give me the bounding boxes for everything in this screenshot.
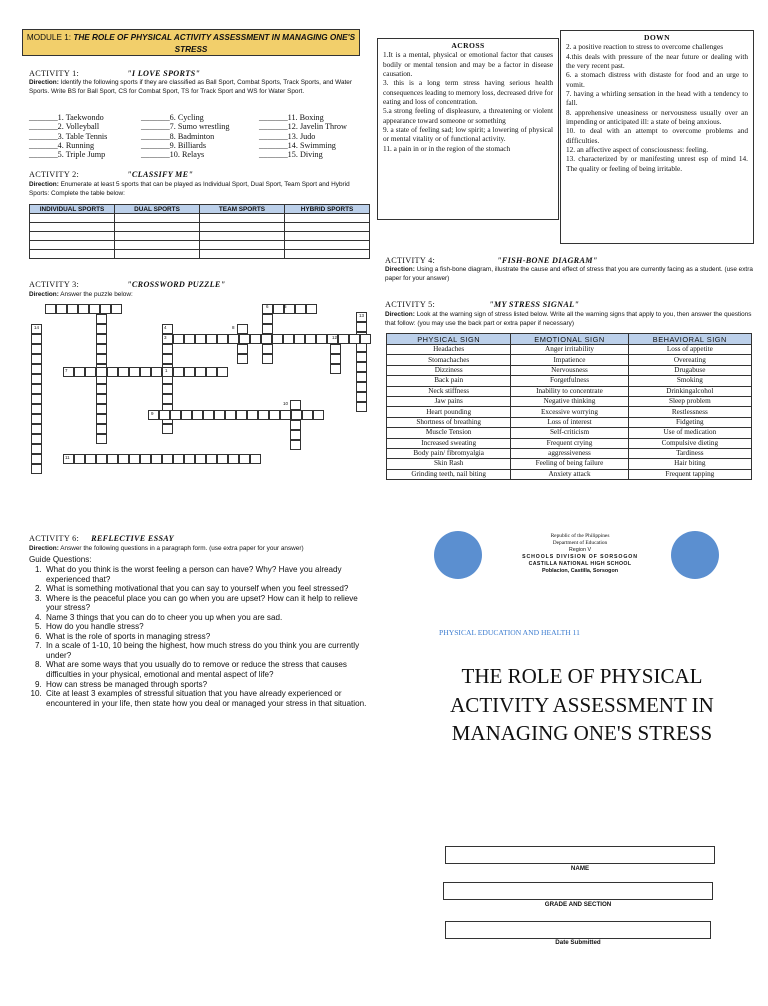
- list-item: 5. How do you handle stress?: [44, 622, 368, 632]
- table-cell: Hair biting: [628, 459, 751, 469]
- clue-number: 13: [359, 313, 365, 318]
- crossword-cell[interactable]: [262, 314, 273, 324]
- clue-number: 6: [266, 304, 269, 309]
- sport-item: _______13. Judo: [259, 131, 316, 141]
- activity3-label: ACTIVITY 3:: [29, 280, 80, 289]
- clue-number: 10: [283, 401, 289, 406]
- table-cell: Loss of appetite: [628, 345, 751, 355]
- sport-item: _______8. Badminton: [141, 131, 215, 141]
- crossword-cell[interactable]: [96, 344, 107, 354]
- activity6-label: ACTIVITY 6:: [29, 534, 80, 543]
- table-row: [387, 417, 752, 427]
- clue: 13. characterized by or manifesting unrest esp of mind 14. The quality or feeling of being irritable.: [566, 154, 748, 173]
- table-cell: Forgetfulness: [511, 376, 628, 386]
- activity3-name: "CROSSWORD PUZZLE": [127, 280, 226, 289]
- crossword-cell[interactable]: [291, 410, 302, 420]
- table-cell: Impatience: [511, 355, 628, 365]
- clue-number: 11: [65, 455, 70, 460]
- clue: 3. this is a long term stress having serious health consequences leading to memory loss, decreased drive for eating and loss of concentration.: [383, 78, 553, 107]
- table-row: [387, 396, 752, 406]
- crossword-cell[interactable]: [162, 344, 173, 354]
- crossword-cell[interactable]: [228, 454, 239, 464]
- crossword-cell[interactable]: [195, 367, 206, 377]
- deped-logo-right: [671, 531, 719, 579]
- crossword-cell[interactable]: [162, 394, 173, 404]
- crossword-cell[interactable]: [272, 334, 283, 344]
- table-cell: Excessive worrying: [511, 407, 628, 417]
- department-text: Department of Education: [552, 540, 608, 546]
- crossword-cell[interactable]: [45, 304, 56, 314]
- sport-item: _______11. Boxing: [259, 113, 324, 122]
- table-cell: Neck stiffness: [387, 386, 511, 396]
- list-item: 4. Name 3 things that you can do to cheer you up when you are sad.: [44, 613, 368, 623]
- crossword-cell[interactable]: [237, 324, 248, 334]
- crossword-cell[interactable]: [129, 454, 140, 464]
- table-row: [387, 345, 752, 355]
- activity1-label: ACTIVITY 1:: [29, 69, 80, 78]
- crossword-cell[interactable]: [96, 424, 107, 434]
- clue-number: 4: [164, 325, 167, 330]
- sport-item: _______14. Swimming: [259, 140, 336, 150]
- across-title: ACROSS: [451, 41, 485, 50]
- crossword-cell[interactable]: [162, 424, 173, 434]
- activity5-name: "MY STRESS SIGNAL": [489, 300, 580, 309]
- crossword-cell[interactable]: [173, 334, 184, 344]
- crossword-cell[interactable]: [184, 454, 195, 464]
- school-logo-left: [434, 531, 482, 579]
- crossword-cell[interactable]: [96, 367, 107, 377]
- crossword-cell[interactable]: [173, 367, 184, 377]
- crossword-cell[interactable]: [247, 410, 258, 420]
- crossword-cell[interactable]: [181, 410, 192, 420]
- list-item: 8. What are some ways that you usually do to remove or reduce the stress that causes difficulties in your physical, emotional and mental aspect of life?: [44, 660, 368, 679]
- list-item: 6. What is the role of sports in managing stress?: [44, 632, 368, 642]
- activity4-name: "FISH-BONE DIAGRAM": [497, 256, 598, 265]
- crossword-cell[interactable]: [118, 367, 129, 377]
- crossword-cell[interactable]: [96, 334, 107, 344]
- table-cell: Frequent tapping: [628, 469, 751, 479]
- clue: 5.a strong feeling of displeasure, a threatening or violent appearance toward someone or something: [383, 106, 553, 125]
- table-header: TEAM SPORTS: [200, 205, 285, 214]
- activity6-name: REFLECTIVE ESSAY: [91, 534, 174, 543]
- table-row: [387, 386, 752, 396]
- crossword-cell[interactable]: [330, 364, 341, 374]
- crossword-cell[interactable]: [31, 374, 42, 384]
- crossword-cell[interactable]: [316, 334, 327, 344]
- clue-number: 7: [65, 368, 68, 373]
- activity4-direction: [385, 266, 753, 283]
- table-cell: Increased sweating: [387, 438, 511, 448]
- school-name: CASTILLA NATIONAL HIGH SCHOOL: [528, 561, 632, 567]
- crossword-cell[interactable]: [96, 314, 107, 324]
- direction-text: Identify the following sports if they are classified as Ball Sport, Combat Sports, Track Sports, and Water Sports. Write BS for Ball Sport, CS for Combat Sport, TS for Track Sport and WS for Water Sport.: [29, 79, 352, 95]
- crossword-cell[interactable]: [184, 334, 195, 344]
- school-header: [490, 533, 670, 575]
- table-cell: Muscle Tension: [387, 428, 511, 438]
- division-text: SCHOOLS DIVISION OF SORSOGON: [522, 554, 638, 560]
- crossword-cell[interactable]: [290, 420, 301, 430]
- module-prefix: MODULE 1:: [26, 33, 74, 42]
- region-text: Region V: [568, 547, 592, 553]
- crossword-cell[interactable]: [239, 454, 250, 464]
- clue: 6. a stomach distress with distaste for food and an urge to vomit.: [566, 70, 748, 89]
- crossword-cell[interactable]: [96, 384, 107, 394]
- crossword-cell[interactable]: [262, 324, 273, 334]
- direction-label: Direction:: [29, 79, 59, 86]
- list-item: 10. Cite at least 3 examples of stressful situation that you have already experienced or encountered in your life, then state how you deal or managed your stress in that situation.: [44, 689, 368, 708]
- crossword-cell[interactable]: [302, 410, 313, 420]
- list-item: 9. How can stress be managed through sports?: [44, 680, 368, 690]
- crossword-cell[interactable]: [206, 334, 217, 344]
- crossword-cell[interactable]: [151, 367, 162, 377]
- crossword-cell[interactable]: [269, 410, 280, 420]
- crossword-cell[interactable]: [162, 354, 173, 364]
- crossword-cell[interactable]: [96, 324, 107, 334]
- clue: 12. an affective aspect of consciousness: feeling.: [566, 145, 709, 155]
- crossword-cell[interactable]: [159, 410, 170, 420]
- clue: 2. a positive reaction to stress to overcome challenges: [566, 42, 724, 52]
- crossword-cell[interactable]: [118, 454, 129, 464]
- crossword-cell[interactable]: [140, 454, 151, 464]
- crossword-cell[interactable]: [31, 384, 42, 394]
- crossword-cell[interactable]: [290, 430, 301, 440]
- crossword-cell[interactable]: [206, 367, 217, 377]
- guide-questions-label: Guide Questions:: [29, 555, 92, 564]
- table-cell: Shortness of breathing: [387, 417, 511, 427]
- crossword-cell[interactable]: [206, 454, 217, 464]
- direction-text: Using a fish-bone diagram, illustrate the cause and effect of stress that you are currently facing as a student. (use extra paper for your answer): [385, 266, 753, 282]
- crossword-cell[interactable]: [170, 410, 181, 420]
- crossword-cell[interactable]: [89, 304, 100, 314]
- subject-label: PHYSICAL EDUCATION AND HEALTH 11: [439, 628, 580, 637]
- clue-number: 5: [284, 304, 287, 309]
- crossword-cell[interactable]: [273, 304, 284, 314]
- direction-text: Look at the warning sign of stress listed below. Write all the warning signs that apply to you, then answer the questions that follow: (you may use the back part or extra paper if necessary): [385, 311, 752, 327]
- down-clues: [560, 30, 754, 244]
- activity2-name: "CLASSIFY ME": [127, 170, 194, 179]
- clue: 1.It is a mental, physical or emotional factor that causes bodily or mental tension and may be a factor in disease causation.: [383, 50, 553, 79]
- crossword-cell[interactable]: [217, 367, 228, 377]
- clue-number: 14: [34, 325, 40, 330]
- down-title: DOWN: [643, 33, 671, 42]
- table-cell: Nervousness: [511, 365, 628, 375]
- table-cell: Restlessness: [628, 407, 751, 417]
- table-header: BEHAVIORAL SIGN: [628, 334, 751, 345]
- crossword-cell[interactable]: [217, 454, 228, 464]
- table-row: [387, 365, 752, 375]
- table-cell: Loss of interest: [511, 417, 628, 427]
- sport-item: _______10. Relays: [141, 150, 205, 160]
- table-cell: Back pain: [387, 376, 511, 386]
- crossword-cell[interactable]: [31, 394, 42, 404]
- table-cell: Fidgeting: [628, 417, 751, 427]
- table-row: [387, 376, 752, 386]
- table-row: [387, 428, 752, 438]
- crossword-cell[interactable]: [96, 414, 107, 424]
- table-cell: Sleep problem: [628, 396, 751, 406]
- crossword-cell[interactable]: [356, 352, 367, 362]
- crossword-cell[interactable]: [56, 304, 67, 314]
- table-cell: Use of medication: [628, 428, 751, 438]
- crossword-cell[interactable]: [31, 424, 42, 434]
- table-header: HYBRID SPORTS: [285, 205, 370, 214]
- table-cell: Body pain/ fibromyalgia: [387, 448, 511, 458]
- crossword-cell[interactable]: [107, 367, 118, 377]
- date-submitted-label: Date Submitted: [555, 939, 601, 946]
- crossword-cell[interactable]: [31, 344, 42, 354]
- crossword-cell[interactable]: [360, 334, 371, 344]
- activity1-name: "I LOVE SPORTS": [127, 69, 201, 78]
- crossword-cell[interactable]: [262, 354, 273, 364]
- clue: 10. to deal with an attempt to overcome problems and difficulties.: [566, 126, 748, 145]
- list-item: 2. What is something motivational that you can say to yourself when you feel stressed?: [44, 584, 368, 594]
- clue: 9. a state of feeling sad; low spirit; a lowering of physical or mental vitality or of functional activity.: [383, 125, 553, 144]
- activity4-label: ACTIVITY 4:: [385, 256, 436, 265]
- direction-label: Direction:: [29, 545, 59, 552]
- crossword-cell[interactable]: [31, 354, 42, 364]
- across-clues: [377, 38, 559, 220]
- crossword-cell[interactable]: [290, 400, 301, 410]
- crossword-cell[interactable]: [203, 410, 214, 420]
- crossword-cell[interactable]: [330, 344, 341, 354]
- crossword-cell[interactable]: [96, 404, 107, 414]
- crossword-cell[interactable]: [258, 410, 269, 420]
- direction-label: Direction:: [385, 311, 415, 318]
- crossword-cell[interactable]: [31, 364, 42, 374]
- crossword-cell[interactable]: [31, 334, 42, 344]
- table-cell: Tardiness: [628, 448, 751, 458]
- crossword-cell[interactable]: [162, 384, 173, 394]
- crossword-cell[interactable]: [338, 334, 349, 344]
- activity6-direction: [29, 545, 374, 554]
- table-header: DUAL SPORTS: [115, 205, 200, 214]
- sport-item: _______4. Running: [29, 140, 95, 150]
- activity2-label: ACTIVITY 2:: [29, 170, 80, 179]
- cover-title: THE ROLE OF PHYSICAL ACTIVITY ASSESSMENT IN MANAGING ONE'S STRESS: [450, 664, 714, 745]
- table-cell: Frequent crying: [511, 438, 628, 448]
- table-cell: Overeating: [628, 355, 751, 365]
- activity5-label: ACTIVITY 5:: [385, 300, 436, 309]
- activity6-heading: [29, 534, 174, 543]
- direction-text: Answer the following questions in a paragraph form. (use extra paper for your answer): [58, 545, 304, 552]
- table-row: [387, 469, 752, 479]
- crossword-cell[interactable]: [228, 334, 239, 344]
- crossword-cell[interactable]: [237, 344, 248, 354]
- table-cell: Compulsive dieting: [628, 438, 751, 448]
- table-row: [387, 459, 752, 469]
- crossword-cell[interactable]: [100, 304, 111, 314]
- sport-item: _______7. Sumo wrestling: [141, 122, 230, 132]
- crossword-cell[interactable]: [31, 414, 42, 424]
- table-header: PHYSICAL SIGN: [387, 334, 511, 345]
- stress-signal-table: [386, 333, 752, 480]
- table-cell: Headaches: [387, 345, 511, 355]
- crossword-cell[interactable]: [356, 382, 367, 392]
- crossword-cell[interactable]: [283, 334, 294, 344]
- table-row: [387, 448, 752, 458]
- direction-text: Answer the puzzle below:: [58, 291, 133, 298]
- table-cell: Feeling of being failure: [511, 459, 628, 469]
- clue: 7. having a whirling sensation in the head with a tendency to fall.: [566, 89, 748, 108]
- clue: 8. apprehensive uneasiness or nervousness usually over an impending or anticipated ill: a state of being anxious.: [566, 107, 748, 127]
- sport-item: _______3. Table Tennis: [29, 131, 108, 141]
- table-cell: Drinkingalcohol: [628, 386, 751, 396]
- direction-label: Direction:: [29, 181, 59, 188]
- crossword-cell[interactable]: [239, 334, 250, 344]
- table-cell: Dizziness: [387, 365, 511, 375]
- crossword-cell[interactable]: [85, 367, 96, 377]
- crossword-cell[interactable]: [305, 334, 316, 344]
- module-title-text: THE ROLE OF PHYSICAL ACTIVITY ASSESSMENT IN MANAGING ONE'S STRESS: [73, 33, 356, 54]
- crossword-cell[interactable]: [236, 410, 247, 420]
- crossword-cell[interactable]: [31, 434, 42, 444]
- table-row: [387, 355, 752, 365]
- table-cell: Anxiety attack: [511, 469, 628, 479]
- crossword-cell[interactable]: [31, 454, 42, 464]
- clue-number: 1: [165, 368, 168, 373]
- grade-section-field[interactable]: [443, 882, 713, 900]
- crossword-cell[interactable]: [107, 454, 118, 464]
- crossword-cell[interactable]: [31, 444, 42, 454]
- table-cell: Inability to concentrate: [511, 386, 628, 396]
- clue-number: 8: [232, 325, 235, 330]
- crossword-cell[interactable]: [31, 404, 42, 414]
- crossword-cell[interactable]: [162, 454, 173, 464]
- clue-number: 3: [164, 335, 167, 340]
- crossword-cell[interactable]: [237, 354, 248, 364]
- crossword-cell[interactable]: [74, 367, 85, 377]
- crossword-cell[interactable]: [214, 410, 225, 420]
- crossword-cell[interactable]: [356, 322, 367, 332]
- direction-text: Enumerate at least 5 sports that can be played as Individual Sport, Dual Sport, Team Sport and Hybrid Sports: Complete the table below:: [29, 181, 350, 197]
- crossword-cell[interactable]: [151, 454, 162, 464]
- activity5-heading: [385, 300, 579, 309]
- crossword-cell[interactable]: [195, 334, 206, 344]
- crossword-cell[interactable]: [356, 372, 367, 382]
- table-cell: Heart pounding: [387, 407, 511, 417]
- crossword-cell[interactable]: [306, 304, 317, 314]
- crossword-cell[interactable]: [96, 354, 107, 364]
- clue: 4.this deals with pressure of the near future or dealing with the very recent past.: [566, 51, 748, 71]
- table-cell: Stomachaches: [387, 355, 511, 365]
- direction-label: Direction:: [385, 266, 415, 273]
- crossword-cell[interactable]: [192, 410, 203, 420]
- crossword-cell[interactable]: [356, 392, 367, 402]
- table-cell: Skin Rash: [387, 459, 511, 469]
- crossword-cell[interactable]: [295, 304, 306, 314]
- table-cell: Negative thinking: [511, 396, 628, 406]
- crossword-cell[interactable]: [96, 434, 107, 444]
- date-submitted-field[interactable]: [445, 921, 711, 939]
- direction-label: Direction:: [29, 291, 59, 298]
- table-cell: Anger irritability: [511, 345, 628, 355]
- crossword-cell[interactable]: [96, 454, 107, 464]
- crossword-cell[interactable]: [250, 334, 261, 344]
- table-row: [387, 438, 752, 448]
- crossword-cell[interactable]: [184, 367, 195, 377]
- crossword-cell[interactable]: [31, 464, 42, 474]
- crossword-cell[interactable]: [330, 354, 341, 364]
- table-header: EMOTIONAL SIGN: [511, 334, 628, 345]
- sport-item: _______5. Triple Jump: [29, 150, 106, 160]
- crossword-cell[interactable]: [67, 304, 78, 314]
- crossword-cell[interactable]: [96, 394, 107, 404]
- clue: 11. a pain in or in the region of the stomach: [383, 143, 511, 153]
- crossword-cell[interactable]: [356, 362, 367, 372]
- school-address: Poblacion, Castilla, Sorsogon: [541, 568, 619, 574]
- crossword-cell[interactable]: [173, 454, 184, 464]
- republic-text: Republic of the Philippines: [550, 533, 610, 539]
- crossword-cell[interactable]: [356, 402, 367, 412]
- crossword-cell[interactable]: [140, 367, 151, 377]
- crossword-cell[interactable]: [262, 344, 273, 354]
- crossword-cell[interactable]: [349, 334, 360, 344]
- table-row: [387, 407, 752, 417]
- table-cell: Grinding teeth, nail biting: [387, 469, 511, 479]
- name-label: NAME: [570, 865, 590, 872]
- sport-item: _______9. Billiards: [141, 140, 207, 150]
- table-cell: Self-criticism: [511, 428, 628, 438]
- table-cell: Jaw pains: [387, 396, 511, 406]
- sport-item: _______12. Javelin Throw: [259, 122, 347, 132]
- table-header: INDIVIDUAL SPORTS: [30, 205, 115, 214]
- grade-section-label: GRADE AND SECTION: [544, 901, 612, 908]
- crossword-cell[interactable]: [261, 334, 272, 344]
- crossword-cell[interactable]: [195, 454, 206, 464]
- activity5-direction: [385, 311, 753, 328]
- table-cell: Drugabuse: [628, 365, 751, 375]
- crossword-cell[interactable]: [225, 410, 236, 420]
- list-item: 1. What do you think is the worst feeling a person can have? Why? Have you already experienced that?: [44, 565, 368, 584]
- list-item: 7. In a scale of 1-10, 10 being the highest, how much stress do you think you are currently under?: [44, 641, 368, 660]
- crossword-cell[interactable]: [129, 367, 140, 377]
- crossword-cell[interactable]: [313, 410, 324, 420]
- crossword-cell[interactable]: [250, 454, 261, 464]
- sport-item: _______2. Volleyball: [29, 122, 100, 132]
- clue-number: 9: [151, 411, 154, 416]
- crossword-cell[interactable]: [217, 334, 228, 344]
- name-field[interactable]: [445, 846, 715, 864]
- sport-item: _______15. Diving: [259, 150, 323, 160]
- crossword-cell[interactable]: [290, 440, 301, 450]
- table-cell: aggressiveness: [511, 448, 628, 458]
- sport-item: _______1. Taekwondo: [29, 113, 104, 122]
- crossword-cell[interactable]: [78, 304, 89, 314]
- essay-questions: [0, 565, 368, 708]
- activity4-heading: [385, 256, 598, 265]
- clue-number: 12: [332, 335, 338, 340]
- crossword-cell[interactable]: [85, 454, 96, 464]
- crossword-cell[interactable]: [280, 410, 291, 420]
- sport-item: _______6. Cycling: [141, 113, 204, 122]
- crossword-cell[interactable]: [74, 454, 85, 464]
- table-cell: Smoking: [628, 376, 751, 386]
- crossword-cell[interactable]: [294, 334, 305, 344]
- crossword-cell[interactable]: [111, 304, 122, 314]
- list-item: 3. Where is the peaceful place you can go when you are upset? How can it help to relieve your stress?: [44, 594, 368, 613]
